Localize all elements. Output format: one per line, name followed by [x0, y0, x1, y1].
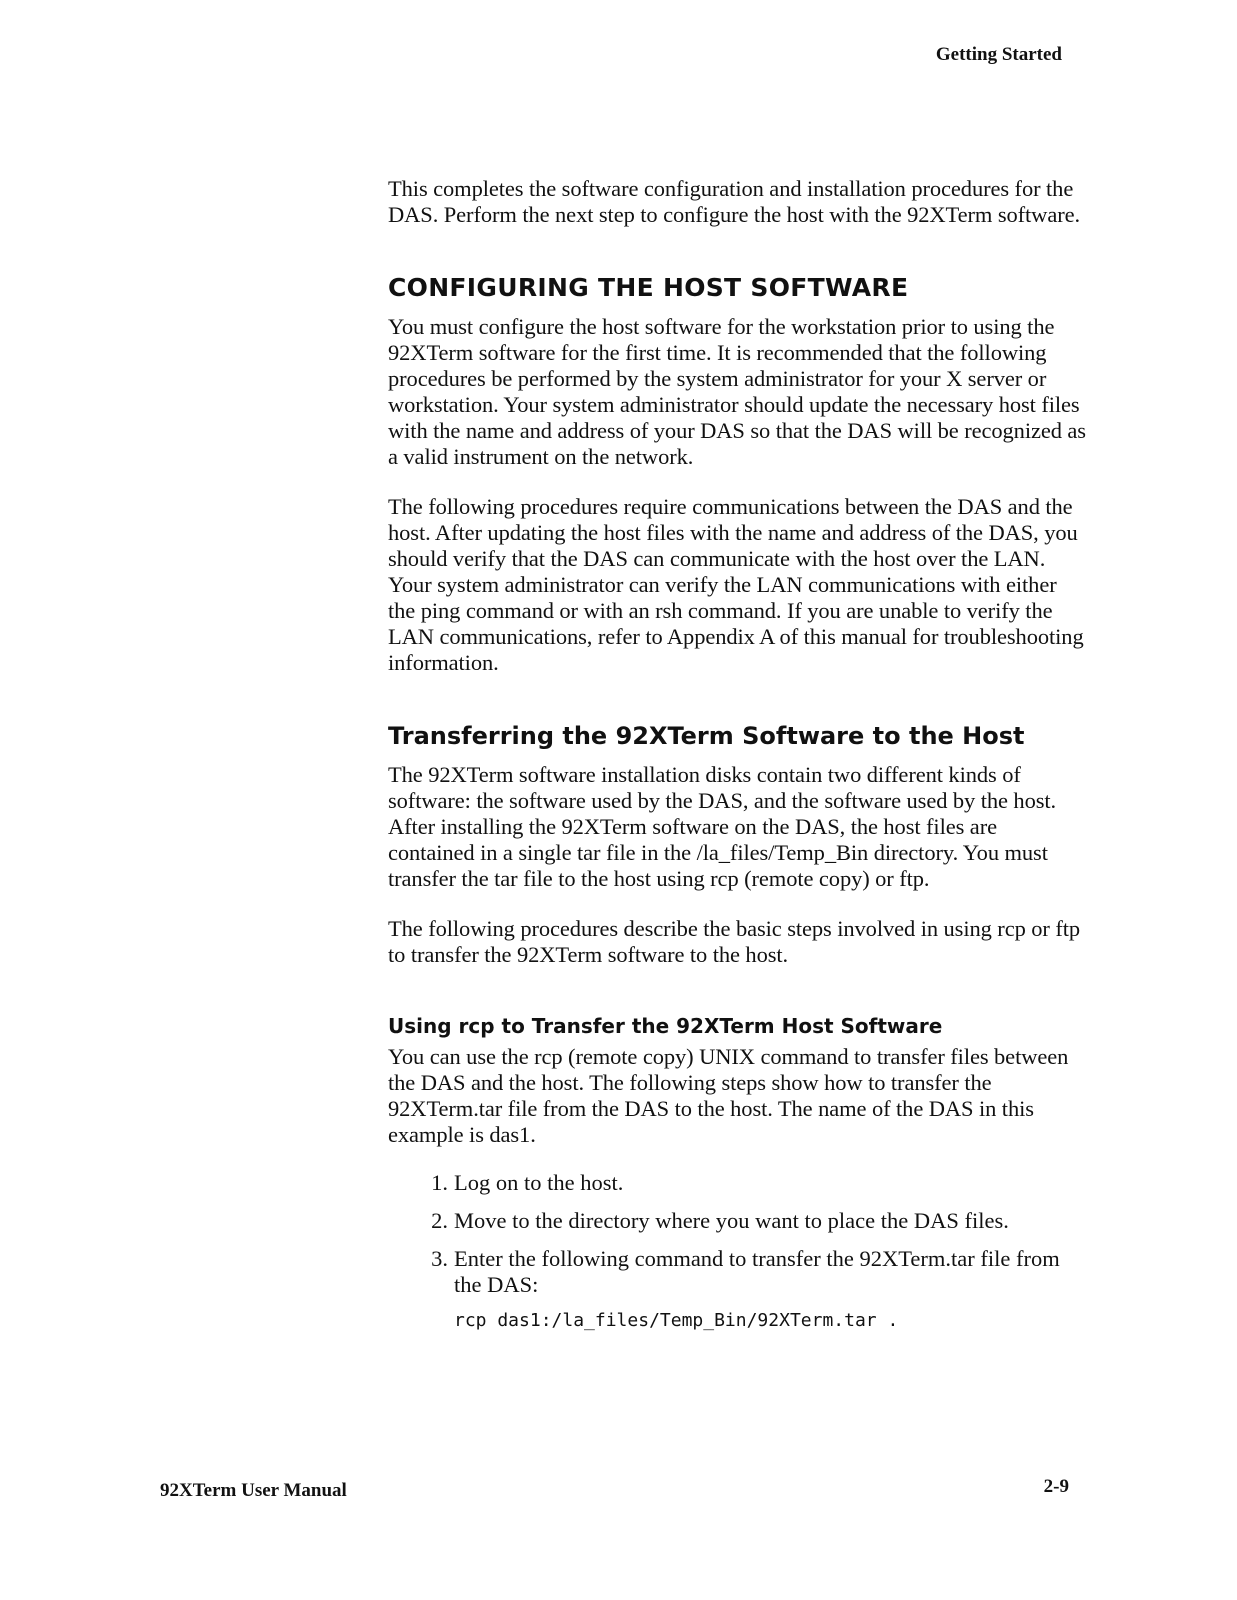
list-item — [388, 1246, 1088, 1298]
step-text: Log on to the host. — [454, 1170, 624, 1195]
step-number: 3. — [431, 1246, 448, 1271]
transferring-paragraph-2: The following procedures describe the basic steps involved in using rcp or ftp to transfer the 92XTerm software to the host. — [388, 916, 1081, 967]
subsection-heading-transferring: Transferring the 92XTerm Software to the Host — [388, 722, 1025, 750]
step-number: 2. — [431, 1208, 448, 1233]
configuring-paragraph-1: You must configure the host software for the workstation prior to using the 92XTerm software for the first time. It is recommended that the following procedures be performed by the system administrator for your X server or workstation. Your system administrator should update the necessary host files with the name and address of your DAS so that the DAS will be recognized as a valid instrument on the network. — [388, 314, 1086, 469]
transferring-paragraph-1: The 92XTerm software installation disks contain two different kinds of software: the software used by the DAS, and the software used by the host. After installing the 92XTerm software on the DAS, the host files are contained in a single tar file in the /la_files/Temp_Bin directory. You must transfer the tar file to the host using rcp (remote copy) or ftp. — [388, 762, 1057, 891]
page-content — [388, 176, 1088, 1331]
configuring-paragraph-2: The following procedures require communications between the DAS and the host. After updating the host files with the name and address of the DAS, you should verify that the DAS can communicate with the host over the LAN. Your system administrator can verify the LAN communications with either the ping command or with an rsh command. If you are unable to verify the LAN communications, refer to Appendix A of this manual for troubleshooting information. — [388, 494, 1084, 675]
step-text: Enter the following command to transfer the 92XTerm.tar file from the DAS: — [454, 1246, 1060, 1297]
rcp-paragraph: You can use the rcp (remote copy) UNIX command to transfer files between the DAS and the host. The following steps show how to transfer the 92XTerm.tar file from the DAS to the host. The name of the DAS in this example is das1. — [388, 1044, 1069, 1147]
step-list — [388, 1170, 1088, 1298]
section-heading-configuring: CONFIGURING THE HOST SOFTWARE — [388, 273, 909, 302]
step-text: Move to the directory where you want to place the DAS files. — [454, 1208, 1009, 1233]
intro-paragraph: This completes the software configuration and installation procedures for the DAS. Perform the next step to configure the host with the 92XTerm software. — [388, 176, 1081, 227]
list-item — [388, 1208, 1088, 1234]
running-header: Getting Started — [935, 44, 1062, 65]
subsubsection-heading-rcp: Using rcp to Transfer the 92XTerm Host Software — [388, 1014, 943, 1038]
footer-page-number: 2-9 — [1043, 1476, 1069, 1497]
list-item — [388, 1170, 1088, 1196]
footer-manual-title: 92XTerm User Manual — [160, 1480, 347, 1501]
command-example: rcp das1:/la_files/Temp_Bin/92XTerm.tar . — [454, 1310, 899, 1331]
step-number: 1. — [431, 1170, 448, 1195]
